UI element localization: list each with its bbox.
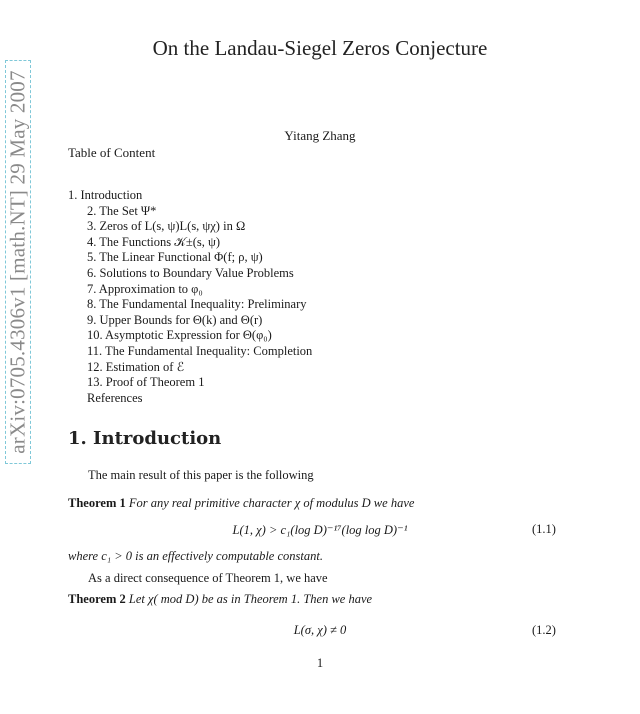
paper-title: On the Landau-Siegel Zeros Conjecture [152, 36, 488, 60]
arxiv-identifier: arXiv:0705.4306v1 [math.NT] 29 May 2007 [5, 70, 30, 454]
where-clause-text: where c₁ > 0 is an effectively computable constant. [68, 549, 323, 563]
page-number: 1 [316, 656, 324, 670]
equation-1-1-body: L(1, χ) > c₁(log D)⁻¹⁷(log log D)⁻¹ [232, 523, 408, 537]
theorem-1 [68, 496, 414, 511]
toc-item: 6. Solutions to Boundary Value Problems [87, 265, 294, 280]
theorem-2-statement: Let χ( mod D) be as in Theorem 1. Then we have [128, 592, 373, 606]
arxiv-stamp [5, 60, 31, 464]
equation-1-1-number: (1.1) [532, 522, 556, 536]
toc-item: 12. Estimation of ℰ [87, 359, 185, 374]
toc-item: 10. Asymptotic Expression for Θ(φ₀) [87, 328, 272, 343]
equation-1-2-body: L(σ, χ) ≠ 0 [293, 623, 347, 637]
intro-paragraph: The main result of this paper is the following [88, 468, 314, 482]
toc-item: 9. Upper Bounds for Θ(k) and Θ(r) [87, 312, 263, 327]
theorem-1-statement: For any real primitive character χ of modulus D we have [128, 496, 415, 510]
toc-item: 3. Zeros of L(s, ψ)L(s, ψχ) in Ω [87, 219, 246, 234]
toc-item: 8. The Fundamental Inequality: Preliminary [87, 297, 307, 312]
toc-item: 7. Approximation to φ₀ [87, 281, 203, 296]
equation-1-2-number: (1.2) [532, 623, 556, 637]
toc-heading: Table of Content [68, 145, 156, 160]
theorem-2-label: Theorem 2 [68, 592, 126, 606]
theorem-1-label: Theorem 1 [68, 496, 126, 510]
table-of-contents [68, 188, 312, 406]
toc-item: 5. The Linear Functional Φ(f; ρ, ψ) [87, 250, 263, 265]
toc-item: 13. Proof of Theorem 1 [87, 375, 205, 390]
section-heading: 1. Introduction [68, 428, 222, 449]
toc-item: 1. Introduction [68, 188, 143, 202]
theorem-2 [68, 592, 372, 607]
where-clause [68, 549, 323, 564]
author-name: Yitang Zhang [284, 128, 356, 143]
toc-item: References [87, 390, 143, 405]
toc-item: 11. The Fundamental Inequality: Completion [87, 343, 313, 358]
consequence-paragraph: As a direct consequence of Theorem 1, we have [88, 571, 328, 585]
toc-item: 2. The Set Ψ* [87, 203, 157, 218]
toc-item: 4. The Functions 𝒦±(s, ψ) [87, 234, 221, 249]
